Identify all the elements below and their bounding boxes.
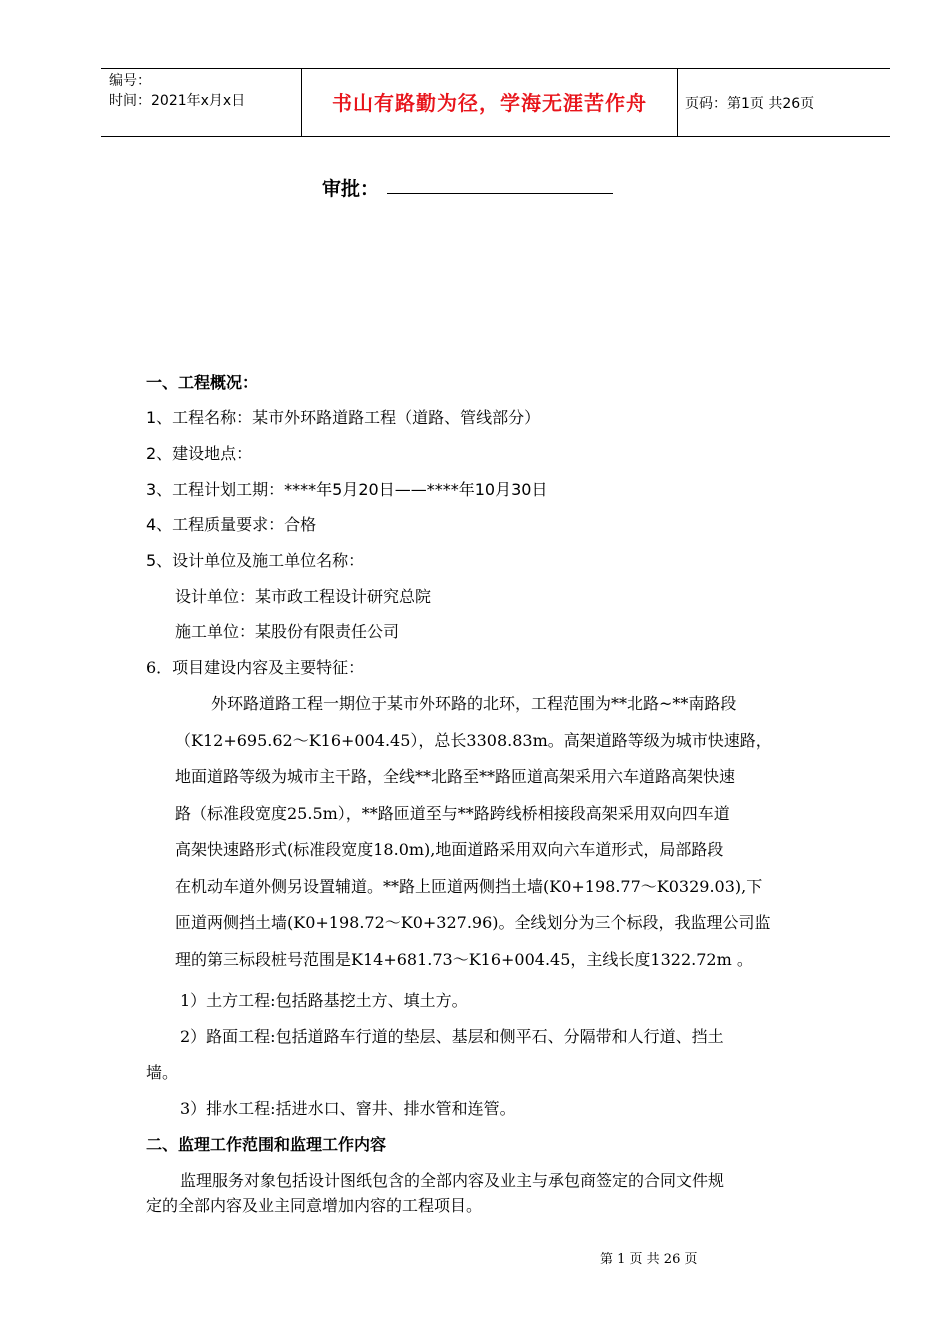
page-header [101, 68, 890, 137]
description-line: 匝道两侧挡土墙(K0+198.72～K0+327.96)。全线划分为三个标段，我监理公司监 [175, 913, 771, 932]
item-content-heading: 6．项目建设内容及主要特征： [146, 658, 365, 677]
description-line: （K12+695.62～K16+004.45），总长3308.83m。高架道路等级为城市快速路， [175, 730, 772, 750]
design-unit: 设计单位：某市政工程设计研究总院 [175, 587, 432, 606]
project-description [175, 686, 855, 978]
item-schedule: 3、工程计划工期：****年5月20日——****年10月30日 [146, 480, 548, 499]
header-page-label: 页码：第1页 共26页 [685, 96, 815, 112]
header-divider [677, 69, 678, 136]
sub-earthwork: 1）土方工程:包括路基挖土方、填土方。 [180, 991, 468, 1010]
section1-title: 一、工程概况： [146, 373, 259, 392]
sub-pavement-cont: 墙。 [146, 1063, 179, 1082]
description-line: 在机动车道外侧另设置辅道。**路上匝道两侧挡土墙(K0+198.77～K0329.03),下 [175, 876, 763, 896]
section2-title: 二、监理工作范围和监理工作内容 [146, 1135, 387, 1154]
description-line: 路（标准段宽度25.5m），**路匝道至与**路跨线桥相接段高架采用双向四车道 [175, 803, 730, 823]
description-line: 外环路道路工程一期位于某市外环路的北环，工程范围为**北路~**南路段 [211, 694, 737, 713]
number-label: 编号： [109, 73, 151, 89]
sub-pavement: 2）路面工程:包括道路车行道的垫层、基层和侧平石、分隔带和人行道、挡土 [180, 1027, 724, 1046]
build-unit: 施工单位：某股份有限责任公司 [175, 622, 400, 641]
sub-drainage: 3）排水工程:括进水口、窨井、排水管和连管。 [180, 1099, 516, 1118]
item-location: 2、建设地点： [146, 444, 253, 463]
description-line: 地面道路等级为城市主干路，全线**北路至**路匝道高架采用六车道路高架快速 [175, 767, 736, 786]
section2-line: 定的全部内容及业主同意增加内容的工程项目。 [146, 1196, 483, 1215]
approval-signature-line [387, 193, 613, 194]
page-footer: 第 1 页 共 26 页 [600, 1252, 698, 1267]
header-divider [301, 69, 302, 136]
header-motto: 书山有路勤为径，学海无涯苦作舟 [332, 91, 647, 115]
header-meta [109, 71, 245, 111]
item-project-name: 1、工程名称：某市外环路道路工程（道路、管线部分） [146, 408, 541, 427]
item-quality: 4、工程质量要求：合格 [146, 515, 317, 534]
description-line: 理的第三标段桩号范围是K14+681.73～K16+004.45，主线长度1322.72m 。 [175, 949, 753, 969]
item-units-heading: 5、设计单位及施工单位名称： [146, 551, 365, 570]
approval-label: 审批： [322, 178, 380, 200]
time-label: 时间：2021年x月x日 [109, 93, 246, 109]
description-line: 高架快速路形式(标准段宽度18.0m),地面道路采用双向六车道形式，局部路段 [175, 840, 724, 859]
section2-line: 监理服务对象包括设计图纸包含的全部内容及业主与承包商签定的合同文件规 [180, 1171, 725, 1190]
